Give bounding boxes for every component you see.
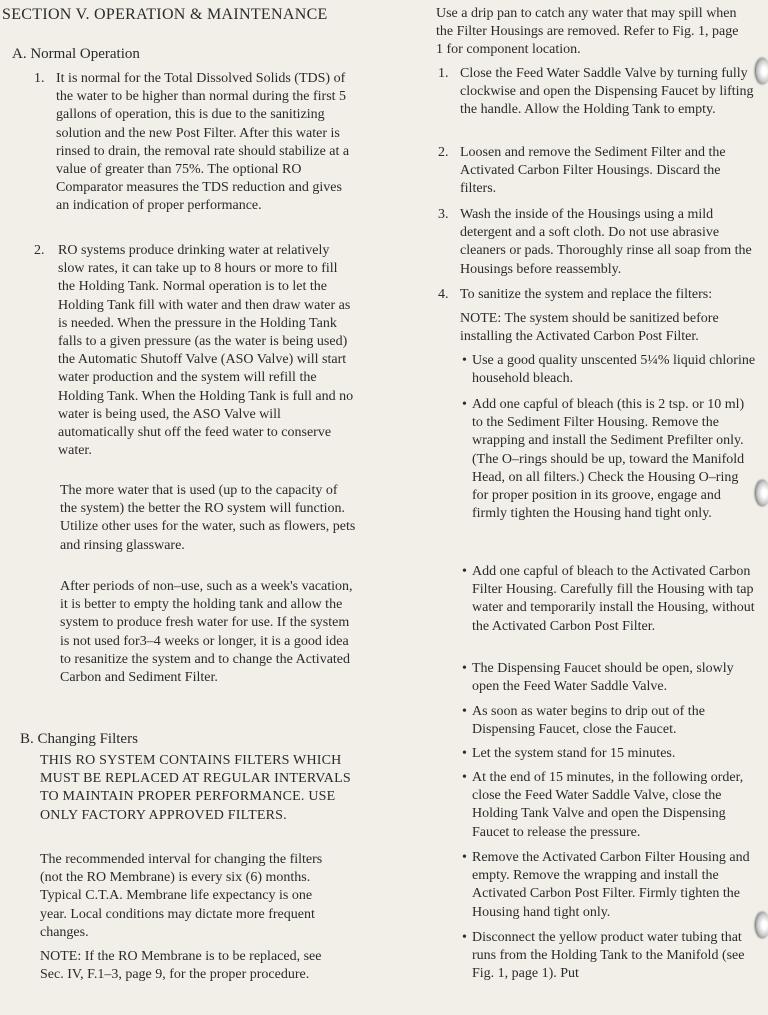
- bullet-marker: •: [462, 704, 467, 719]
- filters-interval: The recommended interval for changing the filters (not the RO Membrane) is every six (6) months. Typical C.T.A. Membrane life expectancy is one year. Local conditions may dictate more frequent changes.: [40, 852, 323, 940]
- step-1-number: 1.: [438, 66, 449, 81]
- step-4-text: To sanitize the system and replace the filters:: [460, 287, 713, 302]
- right-intro: Use a drip pan to catch any water that may spill when the Filter Housings are removed. Refer to Fig. 1, page 1 for component location.: [436, 6, 739, 58]
- bullet-marker: •: [462, 661, 467, 676]
- note-text: The system should be sanitized before installing the Activated Carbon Post Filter.: [460, 311, 719, 345]
- bullet-marker: •: [462, 353, 467, 368]
- item-1-number: 1.: [34, 71, 45, 86]
- item-2-paragraph-3: After periods of non–use, such as a week's vacation, it is better to empty the holding tank and allow the system to produce fresh water for use. If the system is not used for3–4 weeks or longer, it is a good idea to resanitize the system and to change the Activated Carbon and Sediment Filter.: [60, 579, 353, 686]
- subsection-b-heading: B. Changing Filters: [20, 731, 138, 747]
- bullet-marker: •: [462, 746, 467, 761]
- bullet-marker: •: [462, 850, 467, 865]
- step-2-number: 2.: [438, 145, 449, 160]
- step-3-number: 3.: [438, 207, 449, 222]
- item-2-paragraph-2: The more water that is used (up to the capacity of the system) the better the RO system will function. Utilize other uses for the water, such as flowers, pets and rinsing glassware.: [60, 483, 356, 553]
- item-2-number: 2.: [34, 243, 45, 258]
- punch-hole-icon: [756, 58, 768, 84]
- step-3-text: Wash the inside of the Housings using a mild detergent and a soft cloth. Do not use abrasive cleaners or pads. Thoroughly rinse all soap from the Housings before reassembly.: [460, 207, 752, 277]
- note-label: NOTE:: [460, 311, 502, 326]
- membrane-note: [40, 948, 344, 984]
- sanitize-note: [460, 310, 758, 346]
- bullet-marker: •: [462, 930, 467, 945]
- item-1-text: It is normal for the Total Dissolved Solids (TDS) of the water to be higher than normal during the first 5 gallons of operation, this is due to the sanitizing solution and the new Post Filter. After this water is rinsed to drain, the removal rate should stabilize at a value of greater than 75%. The optional RO Comparator measures the TDS reduction and gives an indication of proper performance.: [56, 71, 350, 214]
- bullet-marker: •: [462, 397, 467, 412]
- subsection-a-heading: A. Normal Operation: [12, 46, 140, 62]
- step-2-text: Loosen and remove the Sediment Filter and the Activated Carbon Filter Housings. Discard the filters.: [460, 145, 726, 197]
- step-4-number: 4.: [438, 287, 449, 302]
- filters-warning: THIS RO SYSTEM CONTAINS FILTERS WHICH MUST BE REPLACED AT REGULAR INTERVALS TO MAINTAIN PROPER PERFORMANCE. USE ONLY FACTORY APPROVED FILTERS.: [40, 753, 351, 823]
- note-label: NOTE:: [40, 949, 82, 964]
- punch-hole-icon: [756, 912, 768, 938]
- section-title: SECTION V. OPERATION & MAINTENANCE: [2, 6, 328, 23]
- bullet-marker: •: [462, 564, 467, 579]
- note-text: If the RO Membrane is to be replaced, see Sec. IV, F.1–3, page 9, for the proper procedure.: [40, 949, 322, 983]
- punch-hole-icon: [756, 480, 768, 506]
- step-1-text: Close the Feed Water Saddle Valve by turning fully clockwise and open the Dispensing Faucet by lifting the handle. Allow the Holding Tank to empty.: [460, 66, 754, 118]
- bullet-marker: •: [462, 770, 467, 785]
- item-2-text: RO systems produce drinking water at relatively slow rates, it can take up to 8 hours or more to fill the Holding Tank. Normal operation is to let the Holding Tank fill with water and then draw water as is needed. When the pressure in the Holding Tank falls to a given pressure (as the water is being used) the Automatic Shutoff Valve (ASO Valve) will start water production and the system will refill the Holding Tank. When the Holding Tank is full and no water is being used, the ASO Valve will automatically shut off the feed water to conserve water.: [58, 243, 354, 459]
